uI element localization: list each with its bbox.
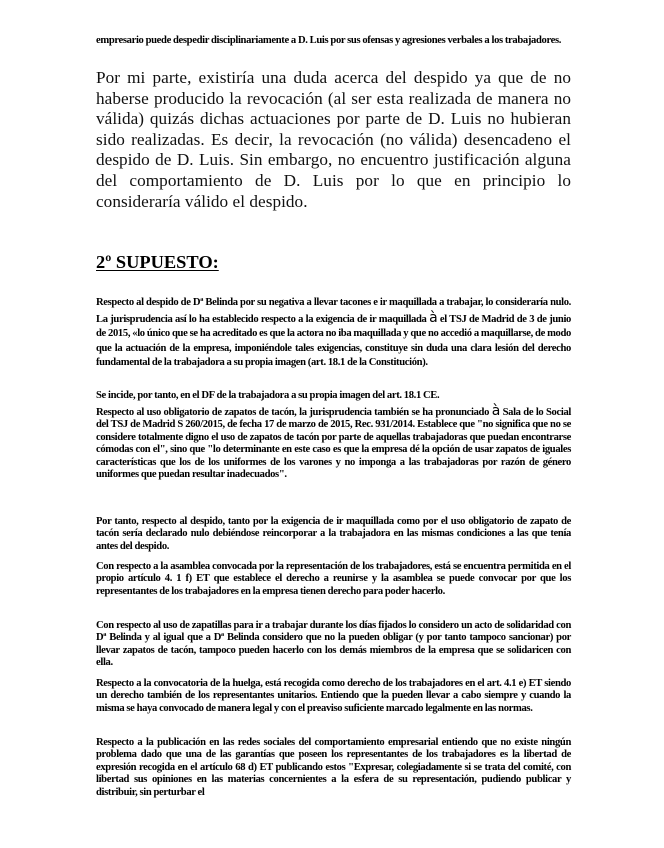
paragraph-social-media: Respecto a la publicación en las redes sociales del comportamiento empresarial entiendo que no existe ningún problema dado que una de las garantías que poseen los representantes de los trabajadores es la libertad de expresión recogida en el artículo 68 d) ET publicando estos "Expresar, colegiadamente si se trata del comité, con libertad sus opiniones en las materias concernientes a la esfera de su representación, pudiendo publicar y distribuir, sin perturbar el [96, 737, 571, 798]
paragraph-assembly: Con respecto a la asamblea convocada por la representación de los trabajadores, está se encuentra permitida en el propio artículo 4. 1 f) ET que establece el derecho a reunirse y la asamblea se puede convocar por que los representantes de los trabajadores en la empresa tienen derecho para poder hacerlo. [96, 561, 571, 597]
paragraph-image-right: Se incide, por tanto, en el DF de la trabajadora a su propia imagen del art. 18.1 CE. [96, 390, 440, 401]
section-heading: 2º SUPUESTO: [96, 252, 219, 272]
paragraph-makeup-ruling-part1: Respecto al despido de Dª Belinda por su negativa a llevar tacones e ir maquillada a trabajar, lo consideraría nulo. La jurisprudencia así lo ha establecido respecto a la exigencia de ir maquillada [96, 297, 571, 325]
paragraph-heels-ruling-part2: Sala de lo Social del TSJ de Madrid S 260/2015, de fecha 17 de marzo de 2015, Rec. 931/2014. Establece que "no significa que no se considere totalmente digno el uso de zapatos de tacón por parte de aquellas trabajadoras que puedan encontrarse cómodas con el", sino que "lo determinante en este caso es que la empresa dé la opción de usar zapatos de iguales características que los de los uniformes de los varones y no imponga a las trabajadoras por razón de género uniformes que puedan resultar inadecuados". [96, 407, 571, 481]
paragraph-strike: Respecto a la convocatoria de la huelga, está recogida como derecho de los trabajadores en el art. 4.1 e) ET siendo un derecho también de los representantes unitarios. Entiendo que la pueden llevar a cabo siempre y cuando la misma se haya convocado de manera legal y con el preaviso suficiente marcado legalmente en las normas. [96, 678, 571, 714]
special-glyph: à [491, 403, 500, 419]
paragraph-makeup-ruling-part2: el TSJ de Madrid de 3 de junio de 2015, «lo único que se ha acreditado es que la actora no iba maquillada y que no accedió a maquillarse, de modo que la actuación de la empresa, imponiéndole tales exigencias, constituye sin duda una clara lesión del derecho fundamental de la trabajadora a su propia imagen (art. 18.1 de la Constitución). [96, 313, 572, 369]
paragraph-heels-ruling [96, 405, 571, 481]
paragraph-dismissal-null: Por tanto, respecto al despido, tanto por la exigencia de ir maquillada como por el uso obligatorio de zapato de tacón sería declarado nulo debiéndose reincorporar a la trabajadora en las mismas condiciones a las que tenía antes del despido. [96, 516, 571, 552]
paragraph-continuation: empresario puede despedir disciplinariamente a D. Luis por sus ofensas y agresiones verbales a los trabajadores. [96, 35, 562, 46]
special-glyph: à [429, 309, 438, 326]
paragraph-makeup-ruling [96, 296, 571, 371]
paragraph-solidarity: Con respecto al uso de zapatillas para ir a trabajar durante los días fijados lo considero un acto de solidaridad con Dª Belinda y al igual que a Dª Belinda considero que no la pueden obligar (y por tanto tampoco sancionar) por llevar zapatos de tacón, tampoco pueden hacerlo con los demás miembros de la empresa que se solidaricen con ella. [96, 620, 571, 669]
paragraph-heels-ruling-part1: Respecto al uso obligatorio de zapatos de tacón, la jurisprudencia también se ha pronunciado [96, 407, 490, 418]
paragraph-opinion: Por mi parte, existiría una duda acerca del despido ya que de no haberse producido la revocación (al ser esta realizada de manera no válida) quizás dichas actuaciones por parte de D. Luis no hubieran sido realizadas. Es decir, la revocación (no válida) desencadeno el despido de D. Luis. Sin embargo, no encuentro justificación alguna del comportamiento de D. Luis por lo que en principio lo consideraría válido el despido. [96, 68, 571, 211]
